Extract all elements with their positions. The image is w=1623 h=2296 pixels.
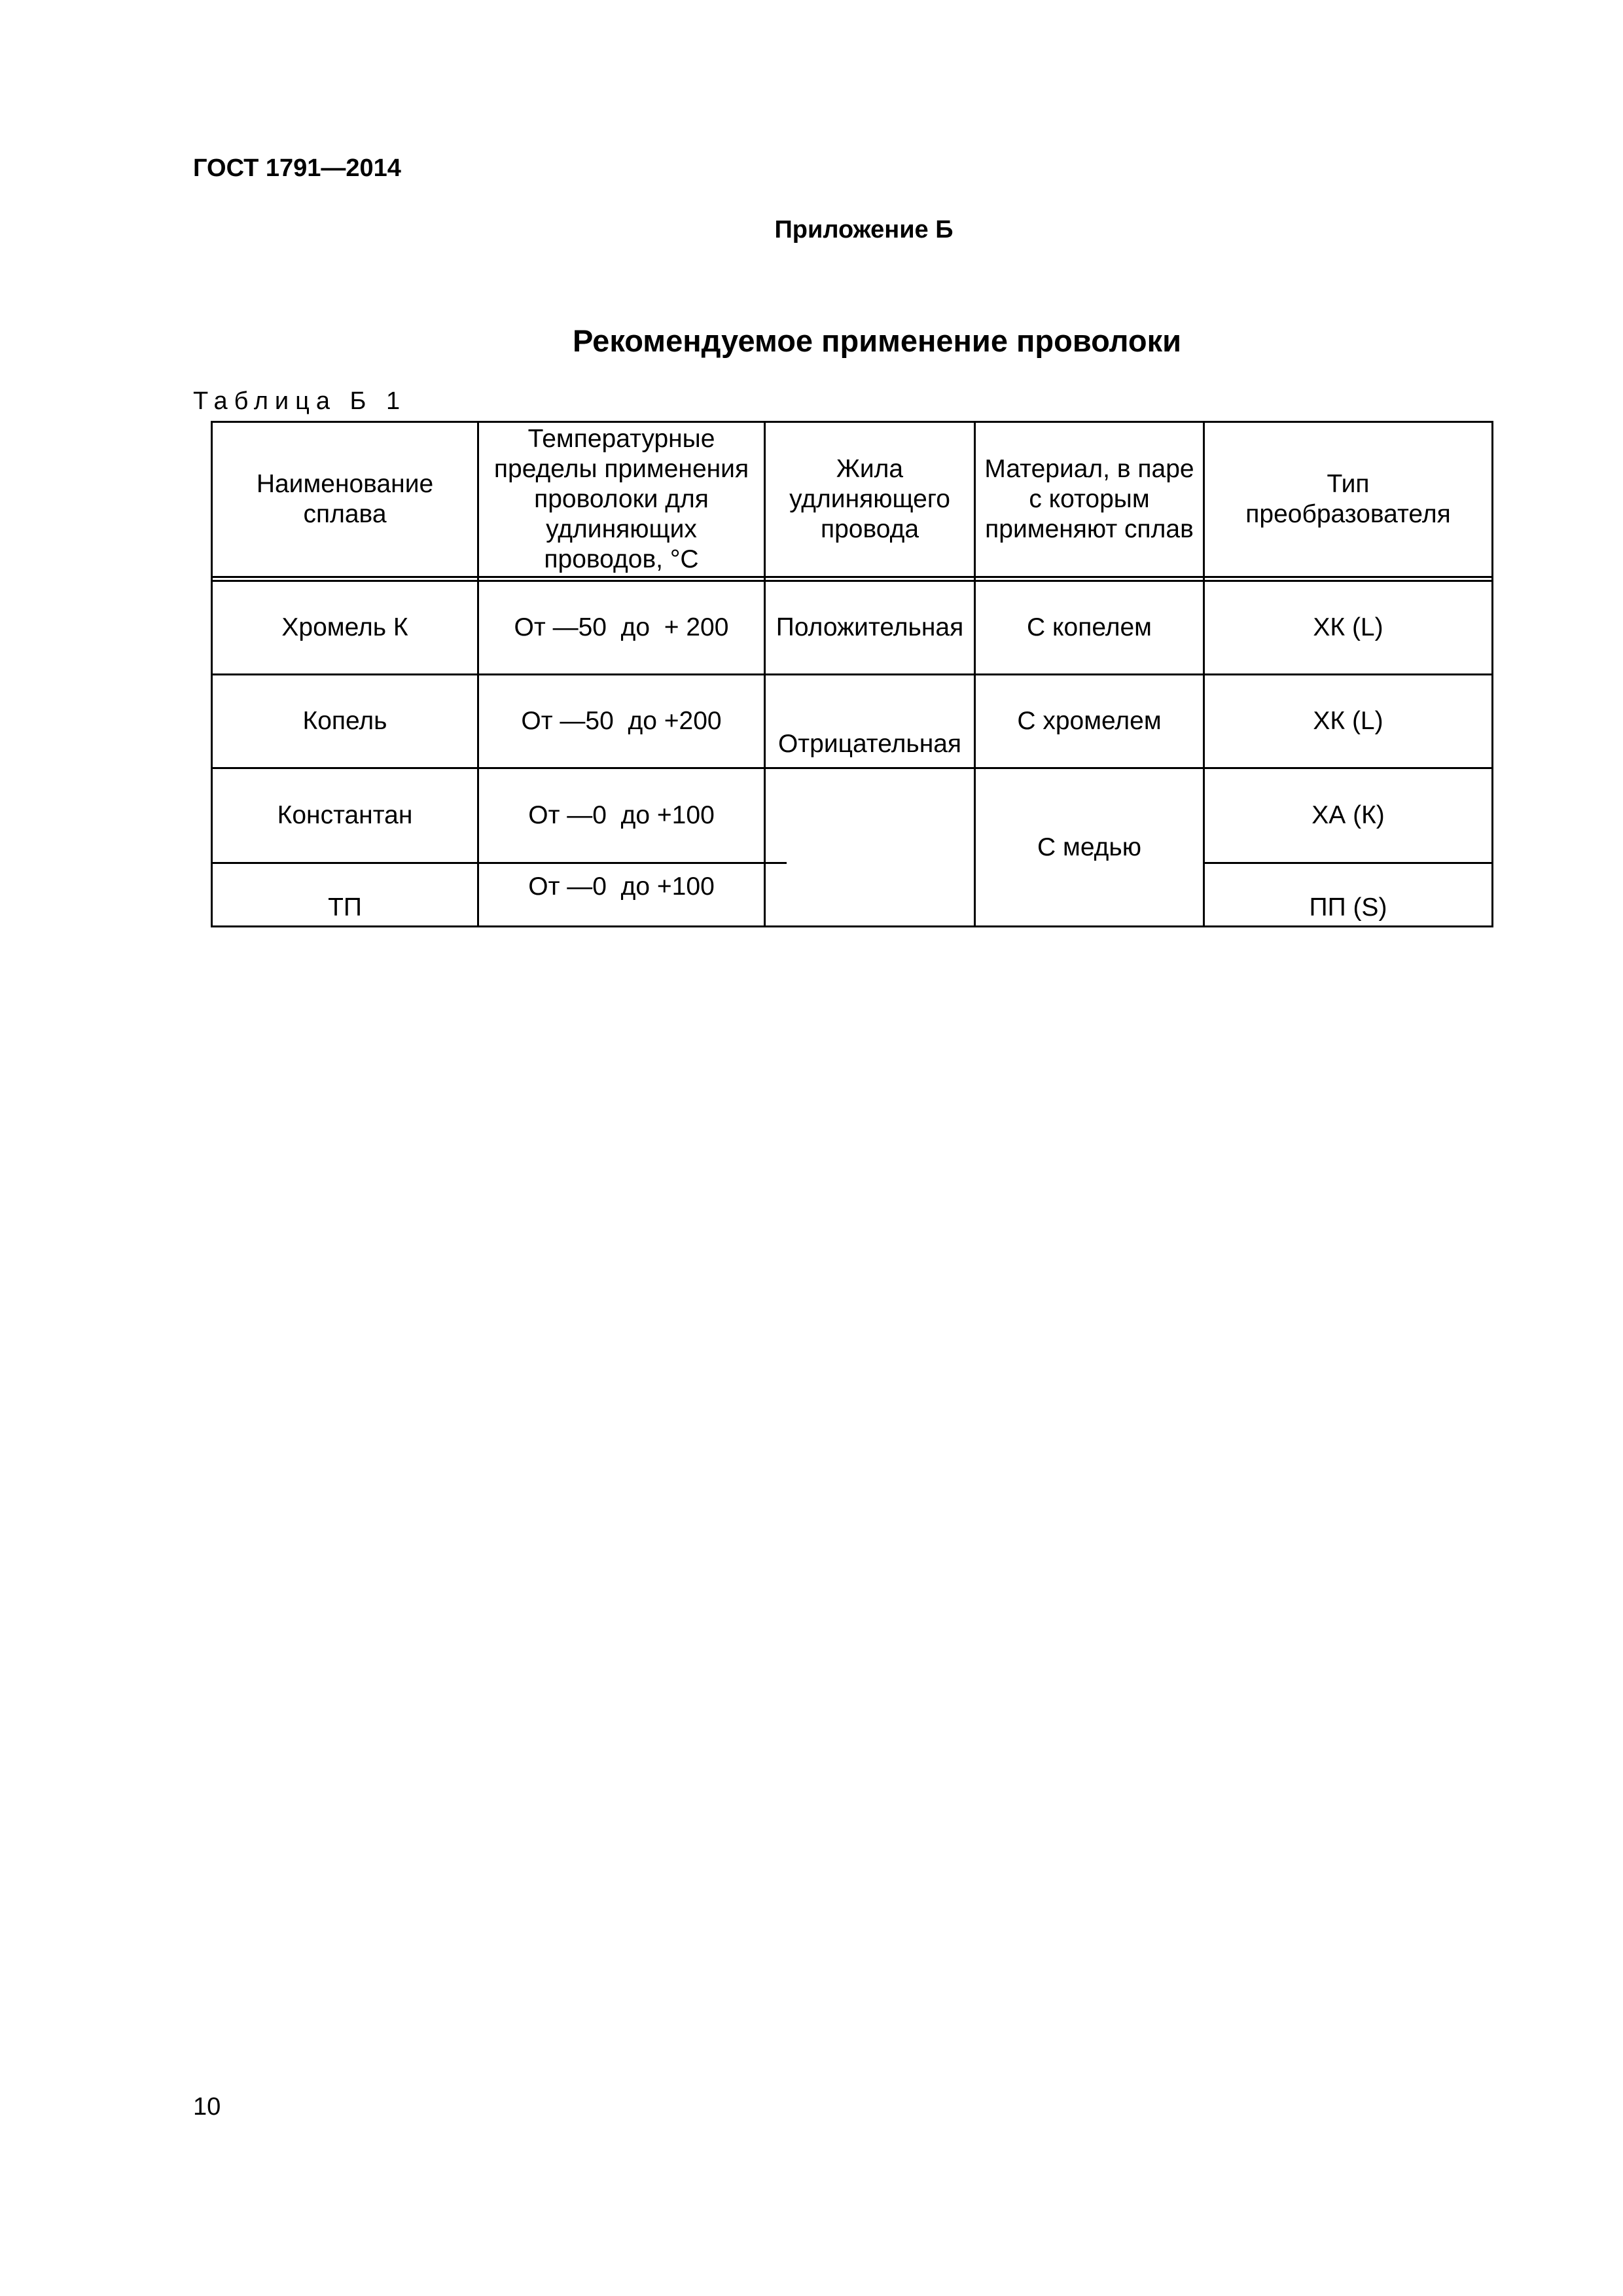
data-table	[211, 421, 1493, 927]
document-standard: ГОСТ 1791—2014	[193, 154, 401, 182]
page-title: Рекомендуемое применение проволоки	[573, 323, 1181, 358]
cell-alloy: ТП	[328, 893, 362, 922]
cell-type: ХК (L)	[1313, 613, 1383, 641]
header-divider	[211, 576, 1493, 578]
header-core: Жила удлиняющего провода	[789, 455, 950, 543]
header-temp: Температурные пределы применения проволоки для удлиняющих проводов, °С	[493, 425, 749, 573]
row-divider	[1204, 862, 1493, 864]
cell-type: ХА (К)	[1311, 801, 1385, 829]
header-pair: Материал, в паре с которым применяют сплав	[984, 455, 1194, 543]
cell-type: ХК (L)	[1313, 707, 1383, 735]
cell-type: ПП (S)	[1309, 893, 1387, 922]
cell-pair: С медью	[1037, 833, 1141, 861]
page-number: 10	[193, 2093, 221, 2121]
cell-alloy: Хромель К	[281, 613, 408, 641]
cell-temp: От —50 до +200	[521, 707, 722, 735]
cell-temp: От —50 до + 200	[514, 613, 729, 641]
cell-temp: От —0 до +100	[528, 801, 715, 829]
table-border-bottom	[211, 925, 1493, 927]
cell-alloy: Константан	[277, 801, 413, 829]
appendix-label: Приложение Б	[774, 216, 954, 243]
cell-temp: От —0 до +100	[528, 872, 715, 901]
cell-pair: С хромелем	[1017, 707, 1162, 735]
table-caption: Таблица Б 1	[193, 387, 407, 415]
cell-alloy: Копель	[302, 707, 387, 735]
cell-pair: С копелем	[1027, 613, 1152, 641]
cell-core: Положительная	[776, 613, 964, 641]
cell-core: Отрицательная	[777, 730, 962, 758]
header-alloy: Наименование сплава	[256, 470, 434, 528]
table-border-right	[1491, 421, 1493, 927]
header-type: Тип преобразователя	[1245, 470, 1451, 528]
